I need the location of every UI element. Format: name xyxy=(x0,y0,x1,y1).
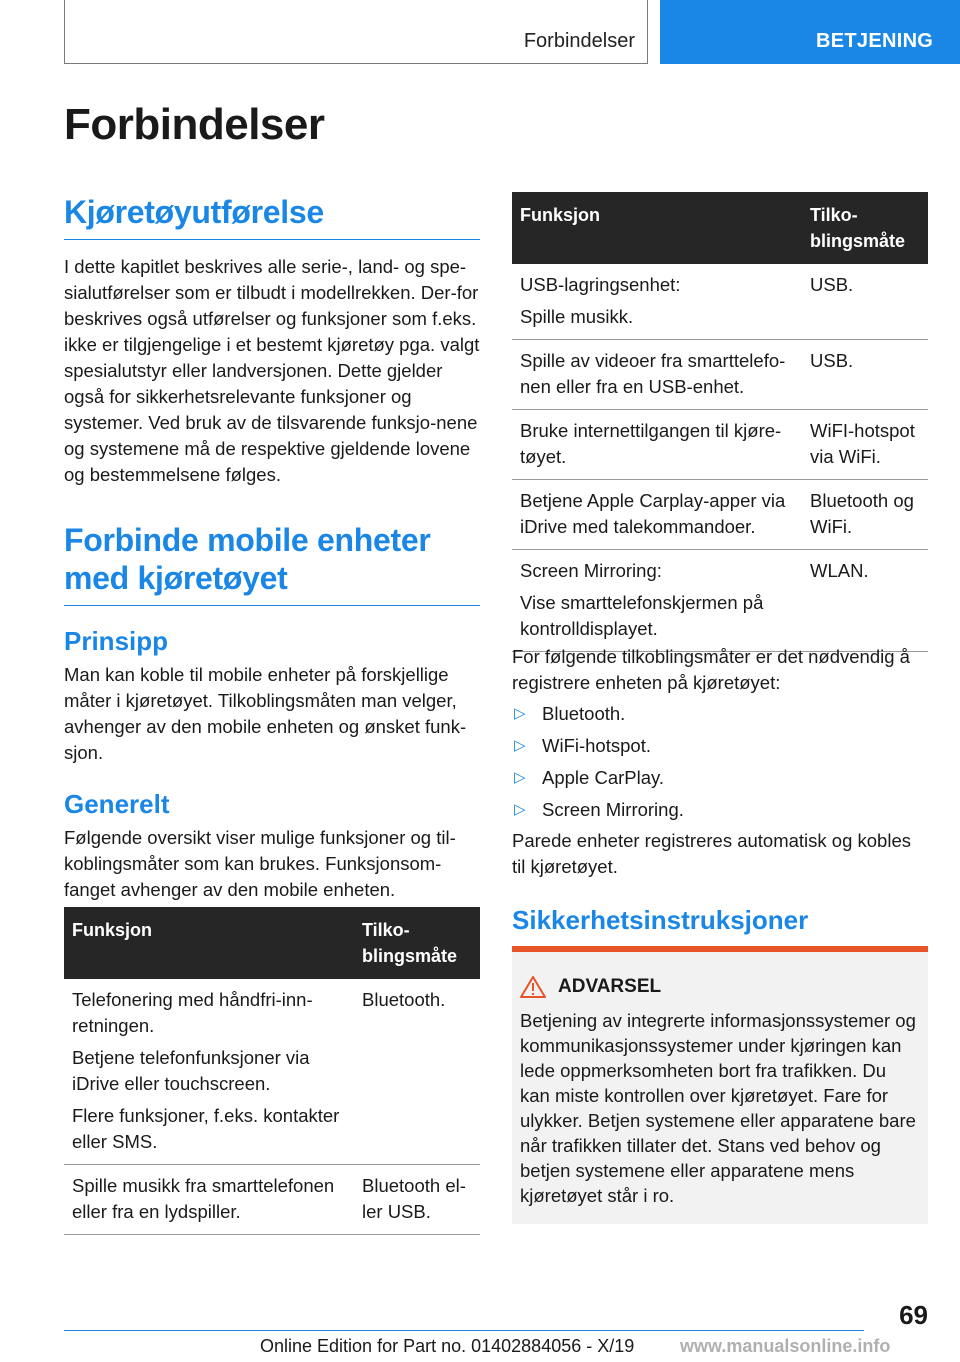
header-section-label: Forbindelser xyxy=(523,30,635,52)
heading-connect-devices: Forbinde mobile enheter med kjøretøyet xyxy=(64,521,480,606)
triangle-bullet-icon: ▷ xyxy=(514,769,526,786)
cell-text: Betjene Apple Carplay-apper via iDrive med talekommandoer. xyxy=(520,490,786,537)
connection-method-list xyxy=(512,701,928,829)
table-cell-function xyxy=(64,1165,354,1235)
table-cell-method: Bluetooth og WiFi. xyxy=(802,480,928,550)
page-title: Forbindelser xyxy=(64,100,325,149)
table-cell-function xyxy=(512,410,802,480)
footer-divider xyxy=(64,1330,864,1331)
paragraph-principle: Man kan koble til mobile enheter på forskjellige måter i kjøretøyet. Tilkoblingsmåten man velger, avhenger av den mobile enheten og ønsket funk-sjon. xyxy=(64,664,467,763)
table-cell-function xyxy=(512,340,802,410)
table-cell-function xyxy=(512,550,802,652)
table-header-function: Funksjon xyxy=(512,192,802,264)
table-cell-function xyxy=(512,264,802,340)
table-row xyxy=(512,480,928,550)
warning-title: ADVARSEL xyxy=(558,976,662,997)
table-row xyxy=(64,979,480,1165)
list-item-text: WiFi-hotspot. xyxy=(542,735,651,756)
footer-edition: Online Edition for Part no. 01402884056 - X/19 xyxy=(260,1336,635,1356)
list-item xyxy=(512,765,928,791)
table-header-method: Tilko-blingsmåte xyxy=(354,907,480,979)
heading-general: Generelt xyxy=(64,789,170,819)
warning-box xyxy=(512,946,928,1224)
connection-table-right xyxy=(512,192,928,652)
list-item xyxy=(512,733,928,759)
cell-text: Flere funksjoner, f.eks. kontakter eller SMS. xyxy=(72,1105,340,1152)
table-cell-method: Bluetooth. xyxy=(354,979,480,1165)
cell-text: Telefonering med håndfri-inn-retningen. xyxy=(72,989,313,1036)
table-row xyxy=(512,550,928,652)
paragraph-paired: Parede enheter registreres automatisk og kobles til kjøretøyet. xyxy=(512,830,911,877)
paragraph-register: For følgende tilkoblingsmåter er det nødvendig å registrere enheten på kjøretøyet: xyxy=(512,646,910,693)
triangle-bullet-icon: ▷ xyxy=(514,801,526,818)
header-chapter-tab xyxy=(660,0,960,64)
list-item xyxy=(512,797,928,823)
cell-text: Betjene telefonfunksjoner via iDrive eller touchscreen. xyxy=(72,1047,310,1094)
header-section-box xyxy=(64,0,648,64)
list-item-text: Screen Mirroring. xyxy=(542,799,684,820)
cell-text: USB-lagringsenhet: xyxy=(520,274,681,295)
heading-vehicle-version: Kjøretøyutførelse xyxy=(64,193,480,240)
table-cell-method: USB. xyxy=(802,264,928,340)
cell-text: Spille musikk fra smarttelefonen eller fra en lydspiller. xyxy=(72,1175,335,1222)
heading-safety: Sikkerhetsinstruksjoner xyxy=(512,905,809,935)
warning-text: Betjening av integrerte informasjonssystemer og kommunikasjonssystemer under kjøringen kan lede oppmerksomheten bort fra trafikken. Du kan miste kontrollen over kjøretøyet. Fare for ulykker. Betjen systemene eller apparatene bare når trafikken tillater det. Stans ved behov og betjen systemene eller apparatene mens kjøretøyet står i ro. xyxy=(520,1010,916,1206)
warning-header xyxy=(520,976,661,998)
table-cell-method: USB. xyxy=(802,340,928,410)
header-chapter-label: BETJENING xyxy=(816,30,934,52)
triangle-bullet-icon: ▷ xyxy=(514,737,526,754)
table-cell-method: Bluetooth el-ler USB. xyxy=(354,1165,480,1235)
heading-principle: Prinsipp xyxy=(64,626,169,656)
table-row xyxy=(512,410,928,480)
list-item xyxy=(512,701,928,727)
table-row xyxy=(512,340,928,410)
triangle-bullet-icon: ▷ xyxy=(514,705,526,722)
table-header-function: Funksjon xyxy=(64,907,354,979)
table-row xyxy=(64,1165,480,1235)
table-cell-function xyxy=(512,480,802,550)
connection-table-left xyxy=(64,907,480,1235)
cell-text: Bruke internettilgangen til kjøre-tøyet. xyxy=(520,420,782,467)
paragraph-vehicle-version: I dette kapitlet beskrives alle serie-, land- og spe-sialutførelser som er tilbudt i modellrekken. Der-for beskrives også utførelser og funksjoner som f.eks. ikke er tilgjengelige i et bestemt kjøretøy pga. valgt spesialutstyr eller landversjonen. Dette gjelder også for sikkerhetsrelevante funksjoner og systemer. Ved bruk av de tilsvarende funksjo-nene og systemene må de respektive gjeldende lovene og bestemmelsene følges. xyxy=(64,256,480,485)
cell-text: Vise smarttelefonskjermen på kontrolldisplayet. xyxy=(520,592,764,639)
cell-text: Spille musikk. xyxy=(520,306,634,327)
warning-triangle-icon xyxy=(520,976,546,998)
table-cell-function xyxy=(64,979,354,1165)
table-row xyxy=(512,264,928,340)
table-cell-method: WLAN. xyxy=(802,550,928,652)
list-item-text: Apple CarPlay. xyxy=(542,767,665,788)
table-header-method: Tilko-blingsmåte xyxy=(802,192,928,264)
list-item-text: Bluetooth. xyxy=(542,703,626,724)
watermark: www.manualsonline.info xyxy=(680,1336,891,1356)
page-number: 69 xyxy=(899,1300,928,1330)
cell-text: Spille av videoer fra smarttelefo-nen eller fra en USB-enhet. xyxy=(520,350,786,397)
cell-text: Screen Mirroring: xyxy=(520,560,662,581)
table-cell-method: WiFI-hotspot via WiFi. xyxy=(802,410,928,480)
paragraph-general: Følgende oversikt viser mulige funksjoner og til-koblingsmåter som kan brukes. Funksjonsom-fanget avhenger av den mobile enheten. xyxy=(64,827,456,900)
